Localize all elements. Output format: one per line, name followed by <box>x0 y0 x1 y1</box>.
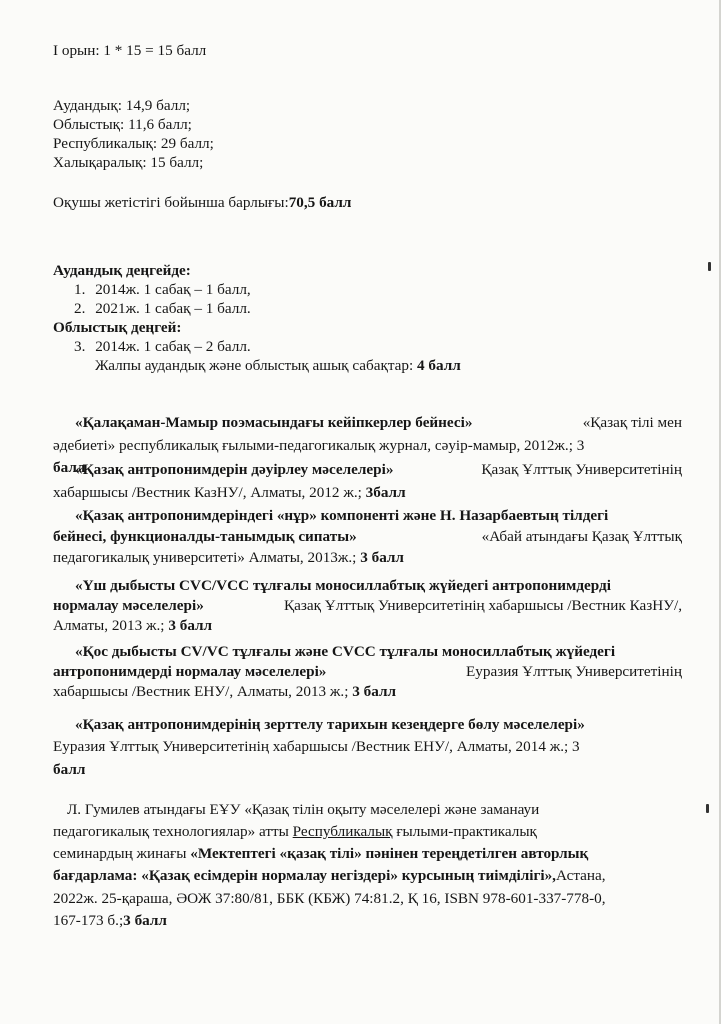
publication-2-line-2 <box>53 483 406 502</box>
publication-7-line-2 <box>53 822 537 841</box>
lesson-num: 3. <box>74 338 86 355</box>
publication-4-line-1: «Үш дыбысты CVC/VCC тұлғалы моносиллабтық жүйедегі антропонимдерді <box>75 577 611 594</box>
publication-source: Астана, <box>555 867 606 884</box>
publication-7-line-4 <box>53 866 606 885</box>
region-level-heading: Облыстық деңгей: <box>53 319 182 336</box>
publication-3-line-1: «Қазақ антропонимдеріндегі «нұр» компоненті және Н. Назарбаевтың тілдегі <box>75 507 609 524</box>
total-label: Оқушы жетістігі бойынша барлығы: <box>53 194 289 211</box>
region-score: Облыстық: 11,6 балл; <box>53 116 192 133</box>
lesson-num: 2. <box>74 300 86 317</box>
publication-source: хабаршысы /Вестник ЕНУ/, Алматы, 2013 ж.; <box>53 683 349 700</box>
publication-score: 3 балл <box>123 912 167 929</box>
publication-source: Алматы, 2013 ж.; <box>53 617 165 634</box>
open-lessons-summary <box>95 356 461 375</box>
publication-source: педагогикалық университеті» Алматы, 2013ж.; <box>53 549 357 566</box>
publication-source: «Қазақ тілі мен <box>582 414 682 431</box>
punch-mark <box>708 262 711 271</box>
lesson-text: 2014ж. 1 сабақ – 2 балл. <box>95 338 251 355</box>
publication-7-line-6 <box>53 911 167 930</box>
publication-source: Қазақ Ұлттық Университетінің хабаршысы /Вестник КазНУ/, <box>284 597 682 614</box>
publication-6-line-2: Еуразия Ұлттық Университетінің хабаршысы /Вестник ЕНУ/, Алматы, 2014 ж.; 3 <box>53 738 580 755</box>
publication-3-line-2 <box>53 527 682 546</box>
publication-6-line-1: «Қазақ антропонимдерінің зерттелу тарихын кезеңдерге бөлу мәселелері» <box>75 716 585 733</box>
lesson-item-2 <box>74 299 251 318</box>
publication-source: семинардың жинағы <box>53 845 187 862</box>
publication-4-line-2 <box>53 596 682 615</box>
publication-source: Қазақ Ұлттық Университетінің <box>481 461 682 478</box>
publication-source: «Абай атындағы Қазақ Ұлттық <box>481 528 682 545</box>
publication-title: антропонимдерді нормалау мәселелері» <box>53 663 327 680</box>
publication-5-line-1: «Қос дыбысты CV/VC тұлғалы және CVCC тұлғалы моносиллабтық жүйедегі <box>75 643 616 660</box>
summary-value: 4 балл <box>417 357 461 374</box>
publication-title: нормалау мәселелері» <box>53 597 204 614</box>
publication-source: Еуразия Ұлттық Университетінің <box>466 663 682 680</box>
publication-source: педагогикалық технологиялар» атты <box>53 823 289 840</box>
publication-score: 3 балл <box>360 549 404 566</box>
publication-2-line-1 <box>75 460 682 479</box>
publication-source: 167-173 б.; <box>53 912 124 929</box>
publication-score: 3 балл <box>352 683 397 700</box>
student-achievement-total <box>53 193 351 212</box>
punch-mark <box>706 804 709 813</box>
publication-7-line-5: 2022ж. 25-қараша, ӘОЖ 37:80/81, ББК (КБЖ) 74:81.2, Қ 16, ISBN 978-601-337-778-0, <box>53 890 606 907</box>
publication-source: хабаршысы /Вестник КазНУ/, Алматы, 2012 ж.; <box>53 484 362 501</box>
publication-title: бағдарлама: «Қазақ есімдерін нормалау негіздері» курсының тиімділігі», <box>53 867 556 884</box>
lesson-item-3 <box>74 337 251 356</box>
republic-score: Республикалық: 29 балл; <box>53 135 214 152</box>
publication-1-line-1 <box>75 413 682 432</box>
publication-7-line-1: Л. Гумилев атындағы ЕҰУ «Қазақ тілін оқыту мәселелері және заманауи <box>67 801 540 818</box>
lesson-text: 2014ж. 1 сабақ – 1 балл, <box>95 281 251 298</box>
publication-title: бейнесі, функционалды-танымдық сипаты» <box>53 528 357 545</box>
republican-underlined: Республикалық <box>292 823 393 840</box>
publication-title: «Қазақ антропонимдерін дәуірлеу мәселелері» <box>75 461 394 478</box>
publication-1-score: балл <box>53 459 86 476</box>
lesson-num: 1. <box>74 281 86 298</box>
publication-title: «Қалақаман-Мамыр поэмасындағы кейіпкерлер бейнесі» <box>75 414 473 431</box>
publication-7-line-3 <box>53 844 588 863</box>
publication-1-line-2: әдебиеті» республикалық ғылыми-педагогикалық журнал, сәуір-мамыр, 2012ж.; 3 <box>53 437 585 454</box>
publication-score: 3 балл <box>168 617 213 634</box>
publication-3-line-3 <box>53 548 404 567</box>
publication-4-line-3 <box>53 616 212 635</box>
publication-source: ғылыми-практикалық <box>396 823 537 840</box>
lesson-text: 2021ж. 1 сабақ – 1 балл. <box>95 300 251 317</box>
publication-5-line-2 <box>53 662 682 681</box>
summary-label: Жалпы аудандық және облыстық ашық сабақтар: <box>95 357 414 374</box>
publication-5-line-3 <box>53 682 396 701</box>
international-score: Халықаралық: 15 балл; <box>53 154 204 171</box>
publication-6-score: балл <box>53 761 86 778</box>
lesson-item-1 <box>74 280 251 299</box>
publication-score: 3балл <box>365 484 406 501</box>
publication-title: «Мектептегі «қазақ тілі» пәнінен тереңдетілген авторлық <box>190 845 589 862</box>
district-level-heading: Аудандық деңгейде: <box>53 262 191 279</box>
total-value: 70,5 балл <box>288 194 352 211</box>
district-score: Аудандық: 14,9 балл; <box>53 97 191 114</box>
first-place-line: I орын: 1 * 15 = 15 балл <box>53 42 207 59</box>
